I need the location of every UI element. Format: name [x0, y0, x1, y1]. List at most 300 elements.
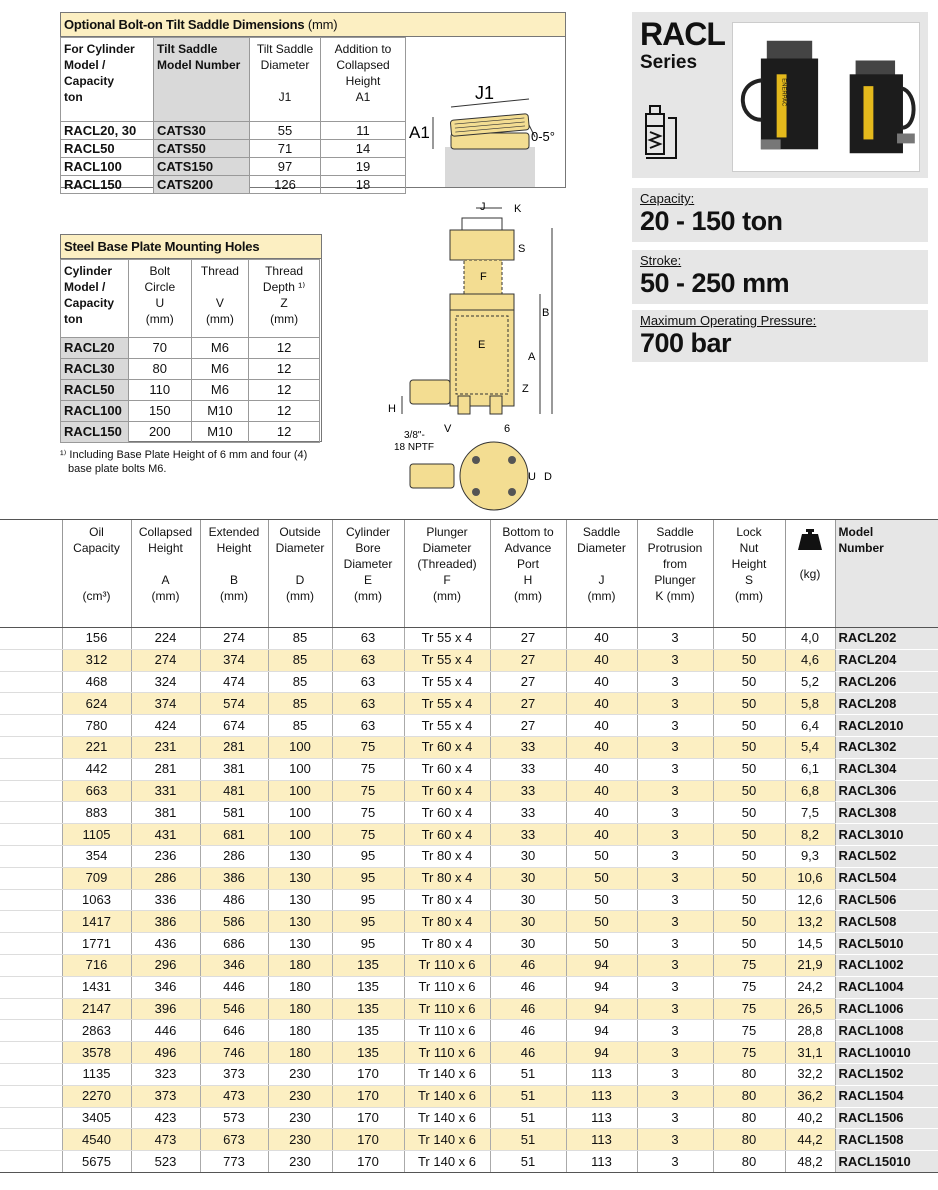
tilt-cell-cyl: RACL20, 30 [61, 122, 154, 140]
table-cell: 94 [566, 1042, 637, 1064]
tilt-col-model [154, 38, 250, 122]
table-cell: 40,2 [785, 1107, 835, 1129]
main-header-line: (mm) [514, 589, 542, 603]
table-cell: 80 [713, 1063, 785, 1085]
table-cell: 33 [490, 736, 566, 758]
base-cell-model: RACL150 [61, 422, 129, 443]
base-header-line: Thread [265, 264, 304, 278]
table-cell: 3 [637, 976, 713, 998]
tilt-saddle-row [61, 140, 406, 158]
dim-a-label: A [528, 351, 536, 363]
main-header-line: Oil [89, 525, 104, 539]
table-cell: 30 [490, 845, 566, 867]
table-cell: 773 [200, 1151, 268, 1173]
table-cell: 40 [566, 758, 637, 780]
main-header-line [201, 556, 268, 572]
tilt-header-line: ton [64, 90, 83, 104]
table-cell: 3 [637, 1085, 713, 1107]
main-header-line: Capacity [73, 541, 120, 555]
table-cell: 30 [490, 889, 566, 911]
table-cell: 46 [490, 954, 566, 976]
table-cell: 30 [490, 911, 566, 933]
base-header-line: (mm) [270, 312, 299, 326]
row-spacer [0, 911, 62, 933]
row-spacer [0, 824, 62, 846]
table-cell: 230 [268, 1063, 332, 1085]
table-cell: 231 [131, 736, 200, 758]
main-header-line: from [663, 557, 687, 571]
main-header-line: Height [216, 541, 252, 555]
base-plate-footnote: ¹⁾ Including Base Plate Height of 6 mm and four (4) base plate bolts M6. [60, 449, 308, 475]
spec-capacity-value: 20 - 150 ton [640, 206, 783, 236]
table-cell: 27 [490, 671, 566, 693]
table-cell: 624 [62, 693, 131, 715]
table-cell: 113 [566, 1129, 637, 1151]
table-cell: Tr 140 x 6 [404, 1129, 490, 1151]
model-number-cell: RACL504 [835, 867, 938, 889]
table-cell: 30 [490, 867, 566, 889]
table-cell: 85 [268, 671, 332, 693]
table-cell: 180 [268, 954, 332, 976]
model-number-cell: RACL1504 [835, 1085, 938, 1107]
main-header-line [63, 572, 131, 588]
table-cell: 100 [268, 780, 332, 802]
table-cell: 75 [713, 954, 785, 976]
table-row [0, 1151, 938, 1173]
table-row [0, 628, 938, 650]
main-header-line: Diameter [577, 541, 626, 555]
row-spacer [0, 649, 62, 671]
row-spacer [0, 933, 62, 955]
table-cell: 113 [566, 1085, 637, 1107]
base-header-line: Capacity [64, 296, 115, 310]
model-number-cell: RACL1006 [835, 998, 938, 1020]
table-cell: 386 [200, 867, 268, 889]
series-header [632, 12, 928, 178]
table-row [0, 911, 938, 933]
table-cell: Tr 80 x 4 [404, 889, 490, 911]
base-cell-v: M10 [191, 401, 248, 422]
main-header-line [839, 588, 938, 604]
main-header-line: (kg) [799, 567, 821, 581]
table-cell: 354 [62, 845, 131, 867]
table-cell: 130 [268, 845, 332, 867]
table-cell: 221 [62, 736, 131, 758]
table-cell: 3 [637, 889, 713, 911]
tilt-cell-cyl: RACL100 [61, 158, 154, 176]
table-cell: 95 [332, 845, 404, 867]
table-cell: 80 [713, 1151, 785, 1173]
tilt-saddle-title: Optional Bolt-on Tilt Saddle Dimensions (mm) [61, 13, 565, 37]
table-cell: 3 [637, 802, 713, 824]
row-spacer [0, 802, 62, 824]
table-cell: 3 [637, 1151, 713, 1173]
base-plate-view [460, 442, 528, 510]
table-cell: 50 [566, 845, 637, 867]
table-cell: 50 [713, 649, 785, 671]
table-cell: 674 [200, 715, 268, 737]
table-cell: 3 [637, 933, 713, 955]
port-thread-label-2: 18 NPTF [394, 442, 435, 453]
base-header-line: (mm) [205, 312, 234, 326]
row-spacer [0, 845, 62, 867]
dim-f-label: F [480, 271, 487, 283]
table-cell: 1771 [62, 933, 131, 955]
table-cell: 373 [200, 1063, 268, 1085]
table-cell: 486 [200, 889, 268, 911]
table-cell: 33 [490, 802, 566, 824]
table-cell: 40 [566, 824, 637, 846]
table-cell: 63 [332, 671, 404, 693]
main-header-line: D [295, 573, 305, 587]
main-header-line: S [744, 573, 753, 587]
table-cell: 130 [268, 911, 332, 933]
dim-z-label: Z [522, 383, 529, 395]
base-header-line: Depth ¹⁾ [262, 280, 306, 294]
table-cell: 468 [62, 671, 131, 693]
dim-d-label: D [544, 471, 552, 483]
table-cell: 780 [62, 715, 131, 737]
table-row [0, 802, 938, 824]
base-plate-row [61, 338, 320, 359]
table-cell: 274 [131, 649, 200, 671]
table-cell: 523 [131, 1151, 200, 1173]
base-header-line: V [215, 296, 224, 310]
table-cell: 1105 [62, 824, 131, 846]
table-cell: 50 [713, 867, 785, 889]
base-cell-z: 12 [249, 338, 320, 359]
table-cell: 135 [332, 976, 404, 998]
table-cell: 442 [62, 758, 131, 780]
tilt-cell-model: CATS200 [154, 176, 250, 194]
table-cell: 46 [490, 1042, 566, 1064]
table-cell: Tr 80 x 4 [404, 911, 490, 933]
table-cell: 3 [637, 845, 713, 867]
table-cell: 94 [566, 1020, 637, 1042]
base-plate-panel [60, 234, 322, 442]
tilt-cell-model: CATS30 [154, 122, 250, 140]
model-number-cell: RACL1002 [835, 954, 938, 976]
table-cell: 4,6 [785, 649, 835, 671]
table-cell: 709 [62, 867, 131, 889]
base-cell-u: 110 [128, 380, 191, 401]
tilt-cell-j1: 71 [250, 140, 321, 158]
table-cell: 581 [200, 802, 268, 824]
table-cell: Tr 55 x 4 [404, 715, 490, 737]
table-cell: Tr 110 x 6 [404, 976, 490, 998]
row-spacer [0, 1129, 62, 1151]
table-cell: 100 [268, 824, 332, 846]
main-header-col [200, 520, 268, 628]
row-spacer [0, 758, 62, 780]
base-plate-row [61, 401, 320, 422]
table-cell: 94 [566, 954, 637, 976]
base-header-line: Bolt [149, 264, 171, 278]
base-header-line: Circle [144, 280, 176, 294]
tilt-cylinder-body [445, 147, 535, 187]
j1-label: J1 [475, 83, 495, 103]
main-header-col [332, 520, 404, 628]
row-spacer [0, 715, 62, 737]
main-header-line: Number [838, 541, 884, 555]
main-header-line: Nut [739, 541, 759, 555]
row-spacer [0, 1020, 62, 1042]
main-header-line: K (mm) [655, 589, 695, 603]
photo-left-cylinder [761, 59, 818, 150]
main-header-line: (mm) [354, 589, 382, 603]
table-row [0, 1085, 938, 1107]
table-cell: 113 [566, 1063, 637, 1085]
table-cell: 95 [332, 933, 404, 955]
table-cell: 324 [131, 671, 200, 693]
tilt-saddle-panel [60, 12, 566, 192]
table-cell: 274 [200, 628, 268, 650]
table-cell: 135 [332, 1020, 404, 1042]
table-cell: 50 [713, 933, 785, 955]
model-number-cell: RACL202 [835, 628, 938, 650]
table-cell: Tr 140 x 6 [404, 1107, 490, 1129]
table-cell: Tr 60 x 4 [404, 736, 490, 758]
base-plate-table [60, 259, 320, 443]
base-cell-u: 80 [128, 359, 191, 380]
table-cell: 4,0 [785, 628, 835, 650]
main-header-line: Bore [355, 541, 381, 555]
base-cell-model: RACL30 [61, 359, 129, 380]
main-header-line [567, 556, 637, 572]
base-plate-row [61, 422, 320, 443]
table-cell: Tr 60 x 4 [404, 758, 490, 780]
table-cell: 40 [566, 693, 637, 715]
table-cell: 381 [131, 802, 200, 824]
table-cell: 46 [490, 998, 566, 1020]
model-number-cell: RACL2010 [835, 715, 938, 737]
table-cell: 681 [200, 824, 268, 846]
table-cell: 63 [332, 649, 404, 671]
table-cell: 1063 [62, 889, 131, 911]
table-cell: 24,2 [785, 976, 835, 998]
model-number-cell: RACL1502 [835, 1063, 938, 1085]
row-spacer [0, 628, 62, 650]
model-number-cell: RACL206 [835, 671, 938, 693]
table-cell: 646 [200, 1020, 268, 1042]
main-header-line [132, 556, 200, 572]
tilt-header-line: Collapsed [336, 58, 390, 72]
table-cell: Tr 55 x 4 [404, 693, 490, 715]
table-cell: 130 [268, 867, 332, 889]
tilt-saddle-table [60, 37, 406, 194]
base-cell-z: 12 [249, 359, 320, 380]
base-cell-z: 12 [249, 380, 320, 401]
table-cell: 373 [131, 1085, 200, 1107]
collar-shape [450, 294, 514, 310]
tilt-cell-j1: 97 [250, 158, 321, 176]
table-cell: 130 [268, 889, 332, 911]
table-cell: 75 [332, 758, 404, 780]
base-cell-model: RACL100 [61, 401, 129, 422]
spec-stroke [632, 250, 928, 304]
table-cell: 3578 [62, 1042, 131, 1064]
table-cell: 8,2 [785, 824, 835, 846]
main-header-line: Diameter [422, 541, 472, 555]
port-thread-label-1: 3/8"- [404, 430, 425, 441]
table-cell: 312 [62, 649, 131, 671]
table-row [0, 889, 938, 911]
tilt-header-line: Tilt Saddle [157, 42, 218, 56]
base-header-line: U [155, 296, 165, 310]
tilt-header-line: For Cylinder [64, 42, 135, 56]
table-row [0, 1042, 938, 1064]
lock-nut-shape [450, 230, 514, 260]
tilt-col-cylinder [61, 38, 154, 122]
row-spacer [0, 867, 62, 889]
table-row [0, 758, 938, 780]
tilt-cell-a1: 14 [321, 140, 406, 158]
tilt-header-line: Height [345, 74, 381, 88]
tilt-header-line: Tilt Saddle [256, 42, 314, 56]
row-spacer [0, 1085, 62, 1107]
spec-capacity [632, 188, 928, 242]
table-cell: 1417 [62, 911, 131, 933]
table-cell: Tr 110 x 6 [404, 954, 490, 976]
table-cell: 50 [566, 933, 637, 955]
main-header-line: Advance [504, 541, 552, 555]
table-cell: 40 [566, 736, 637, 758]
table-cell: 481 [200, 780, 268, 802]
main-header-line: Model [838, 525, 874, 539]
base-col-thread [191, 260, 248, 338]
table-cell: 75 [713, 1020, 785, 1042]
dim-j-label: J [480, 201, 486, 213]
main-header-line: Protrusion [647, 541, 703, 555]
table-cell: 51 [490, 1151, 566, 1173]
table-cell: 5,4 [785, 736, 835, 758]
main-header-line: Lock [736, 525, 762, 539]
model-number-cell: RACL1508 [835, 1129, 938, 1151]
table-cell: 396 [131, 998, 200, 1020]
table-cell: 46 [490, 1020, 566, 1042]
table-cell: 5675 [62, 1151, 131, 1173]
main-header-line: Bottom to [502, 525, 554, 539]
table-cell: 180 [268, 998, 332, 1020]
table-cell: 51 [490, 1107, 566, 1129]
table-cell: Tr 60 x 4 [404, 802, 490, 824]
tilt-header-line: Model / [64, 58, 106, 72]
table-cell: 51 [490, 1085, 566, 1107]
row-spacer [0, 1063, 62, 1085]
table-row [0, 1020, 938, 1042]
dim-h-label: H [388, 403, 396, 415]
table-cell: 7,5 [785, 802, 835, 824]
dim-v-label: V [444, 423, 452, 435]
table-row [0, 867, 938, 889]
table-cell: 6,8 [785, 780, 835, 802]
table-row [0, 649, 938, 671]
main-header-line: Saddle [656, 525, 694, 539]
base-header-line: Cylinder [64, 264, 113, 278]
table-cell: 31,1 [785, 1042, 835, 1064]
table-cell: 44,2 [785, 1129, 835, 1151]
table-cell: 85 [268, 628, 332, 650]
table-row [0, 1129, 938, 1151]
table-cell: 3 [637, 1063, 713, 1085]
row-spacer [0, 976, 62, 998]
table-row [0, 1107, 938, 1129]
table-cell: 3 [637, 780, 713, 802]
main-header-line: Extended [208, 525, 260, 539]
table-cell: 686 [200, 933, 268, 955]
table-cell: 170 [332, 1063, 404, 1085]
table-cell: Tr 55 x 4 [404, 671, 490, 693]
tilt-cell-a1: 19 [321, 158, 406, 176]
table-cell: 3 [637, 824, 713, 846]
table-cell: 346 [200, 954, 268, 976]
main-header-col [404, 520, 490, 628]
table-cell: 6,4 [785, 715, 835, 737]
table-cell: 5,8 [785, 693, 835, 715]
main-header-line [269, 556, 332, 572]
table-cell: Tr 110 x 6 [404, 1020, 490, 1042]
main-header-line: (mm) [587, 589, 616, 603]
main-header-col [131, 520, 200, 628]
table-cell: Tr 80 x 4 [404, 867, 490, 889]
model-number-cell: RACL508 [835, 911, 938, 933]
base-cell-v: M6 [191, 338, 248, 359]
main-header-line: Diameter [275, 541, 325, 555]
main-header-line: (mm) [286, 589, 314, 603]
tilt-header-line: J1 [278, 90, 292, 104]
table-cell: 94 [566, 998, 637, 1020]
table-cell: 3 [637, 1129, 713, 1151]
table-cell: 374 [131, 693, 200, 715]
model-number-cell: RACL15010 [835, 1151, 938, 1173]
tilt-header-line: Diameter [260, 58, 310, 72]
table-cell: 75 [332, 824, 404, 846]
table-cell: 574 [200, 693, 268, 715]
table-cell: 50 [566, 867, 637, 889]
table-cell: 323 [131, 1063, 200, 1085]
main-header-line: E [363, 573, 372, 587]
table-row [0, 954, 938, 976]
table-row [0, 736, 938, 758]
table-cell: 50 [713, 802, 785, 824]
model-number-cell: RACL208 [835, 693, 938, 715]
tilt-saddle-row [61, 176, 406, 194]
tilt-col-height [321, 38, 406, 122]
table-cell: 573 [200, 1107, 268, 1129]
table-cell: 50 [713, 824, 785, 846]
table-cell: 75 [332, 802, 404, 824]
table-cell: 336 [131, 889, 200, 911]
table-row [0, 824, 938, 846]
table-cell: 170 [332, 1085, 404, 1107]
tilt-header-line: A1 [355, 90, 371, 104]
cylinder-type-icon [642, 104, 680, 160]
main-header-line [839, 572, 938, 588]
spec-pressure [632, 310, 928, 362]
table-cell: 473 [131, 1129, 200, 1151]
table-cell: 32,2 [785, 1063, 835, 1085]
table-cell: Tr 55 x 4 [404, 649, 490, 671]
main-header-line: Cylinder [345, 525, 390, 539]
table-cell: 135 [332, 998, 404, 1020]
tilt-cell-model: CATS150 [154, 158, 250, 176]
weight-icon [797, 526, 823, 552]
main-header-line: F [443, 573, 451, 587]
base-col-bolt-circle [128, 260, 191, 338]
model-number-cell: RACL1008 [835, 1020, 938, 1042]
table-cell: Tr 140 x 6 [404, 1063, 490, 1085]
dim-e-label: E [478, 339, 486, 351]
